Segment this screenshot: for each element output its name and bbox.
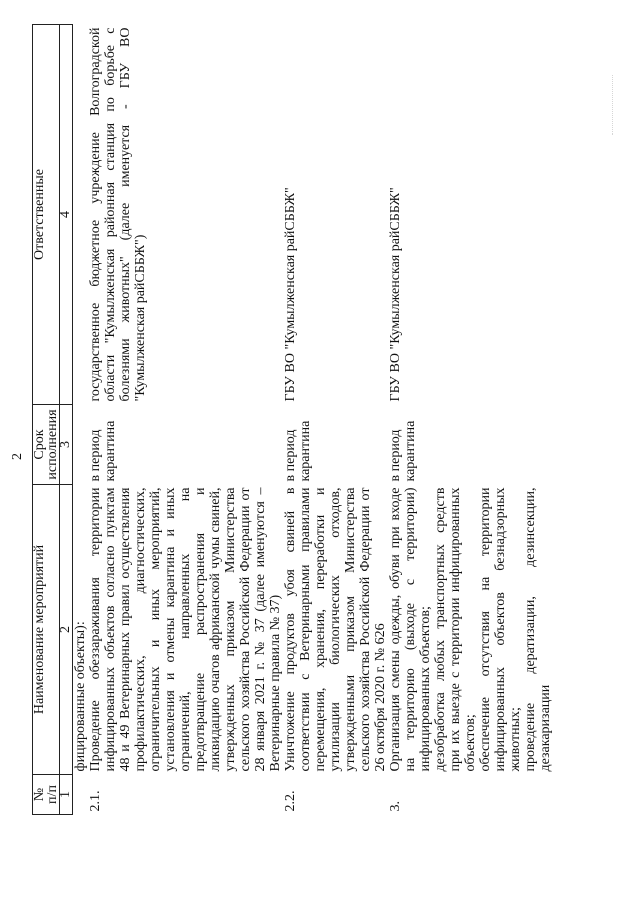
continuation-row bbox=[73, 25, 89, 815]
header-responsible: Ответственные bbox=[33, 25, 60, 405]
row-responsible: государственное бюджетное учреждение Волгоградской области "Кумылженская районная станция по борьбе с болезнями животных" (далее именуется - ГБУ ВО "Кумылженская райСББЖ") bbox=[88, 27, 148, 402]
table-row bbox=[88, 25, 283, 815]
row-number: 3. bbox=[388, 801, 403, 812]
column-number: 2 bbox=[60, 485, 73, 775]
row-number: 2.2. bbox=[283, 790, 298, 812]
header-measure: Наименование мероприятий bbox=[33, 485, 60, 775]
row-term: в период карантина bbox=[88, 420, 118, 482]
table-header-row bbox=[33, 25, 60, 815]
header-number: № п/п bbox=[33, 775, 60, 815]
scan-mark bbox=[612, 75, 615, 135]
row-responsible: ГБУ ВО "Кумылженская райСББЖ" bbox=[388, 187, 403, 402]
row-measure: Уничтожение продуктов убоя свиней в соответствии с Ветеринарными правилами перемещения, хранения, переработки и утилизации биологических отходов, утвержденными приказом Министерства сельского хозяйства Российской Федерации от 26 октября 2020 г. № 626 bbox=[283, 487, 388, 772]
row-term: в период карантина bbox=[283, 420, 313, 482]
measures-table bbox=[32, 24, 553, 815]
continuation-text: фицированные объекты): bbox=[73, 621, 88, 772]
row-responsible: ГБУ ВО "Кумылженская райСББЖ" bbox=[283, 187, 298, 402]
column-number: 1 bbox=[60, 775, 73, 815]
row-measure: Проведение обеззараживания территории инфицированных объектов согласно пунктам 48 и 49 Ветеринарных правил осуществления профилактических, диагностических, ограничительных и иных мероприятий, установления и отмены карантина и иных ограничений, направленных на предотвращение распространения и ликвидацию очагов африканской чумы свиней, утвержденных приказом Министерства сельского хозяйства Российской Федерации от 28 января 2021 г. № 37 (далее именуются – Ветеринарные правила № 37) bbox=[88, 487, 283, 772]
column-number-row bbox=[60, 25, 73, 815]
table-row bbox=[283, 25, 388, 815]
column-number: 4 bbox=[60, 25, 73, 405]
row-term: в период карантина bbox=[388, 420, 418, 482]
row-number: 2.1. bbox=[88, 790, 103, 812]
row-measure: Организация смены одежды, обуви при входе на территорию (выходе с территории) инфицированных объектов; дезобработка любых транспортных средств при их выезде с территории инфицированных объектов; обеспечение отсутствия на территории инфицированных объектов безнадзорных животных; проведение дератизации, дезинсекции, дезакаризации bbox=[388, 487, 553, 772]
header-term: Срок исполнения bbox=[33, 405, 60, 485]
table-row bbox=[388, 25, 553, 815]
page-number: 2 bbox=[10, 453, 25, 460]
column-number: 3 bbox=[60, 405, 73, 485]
